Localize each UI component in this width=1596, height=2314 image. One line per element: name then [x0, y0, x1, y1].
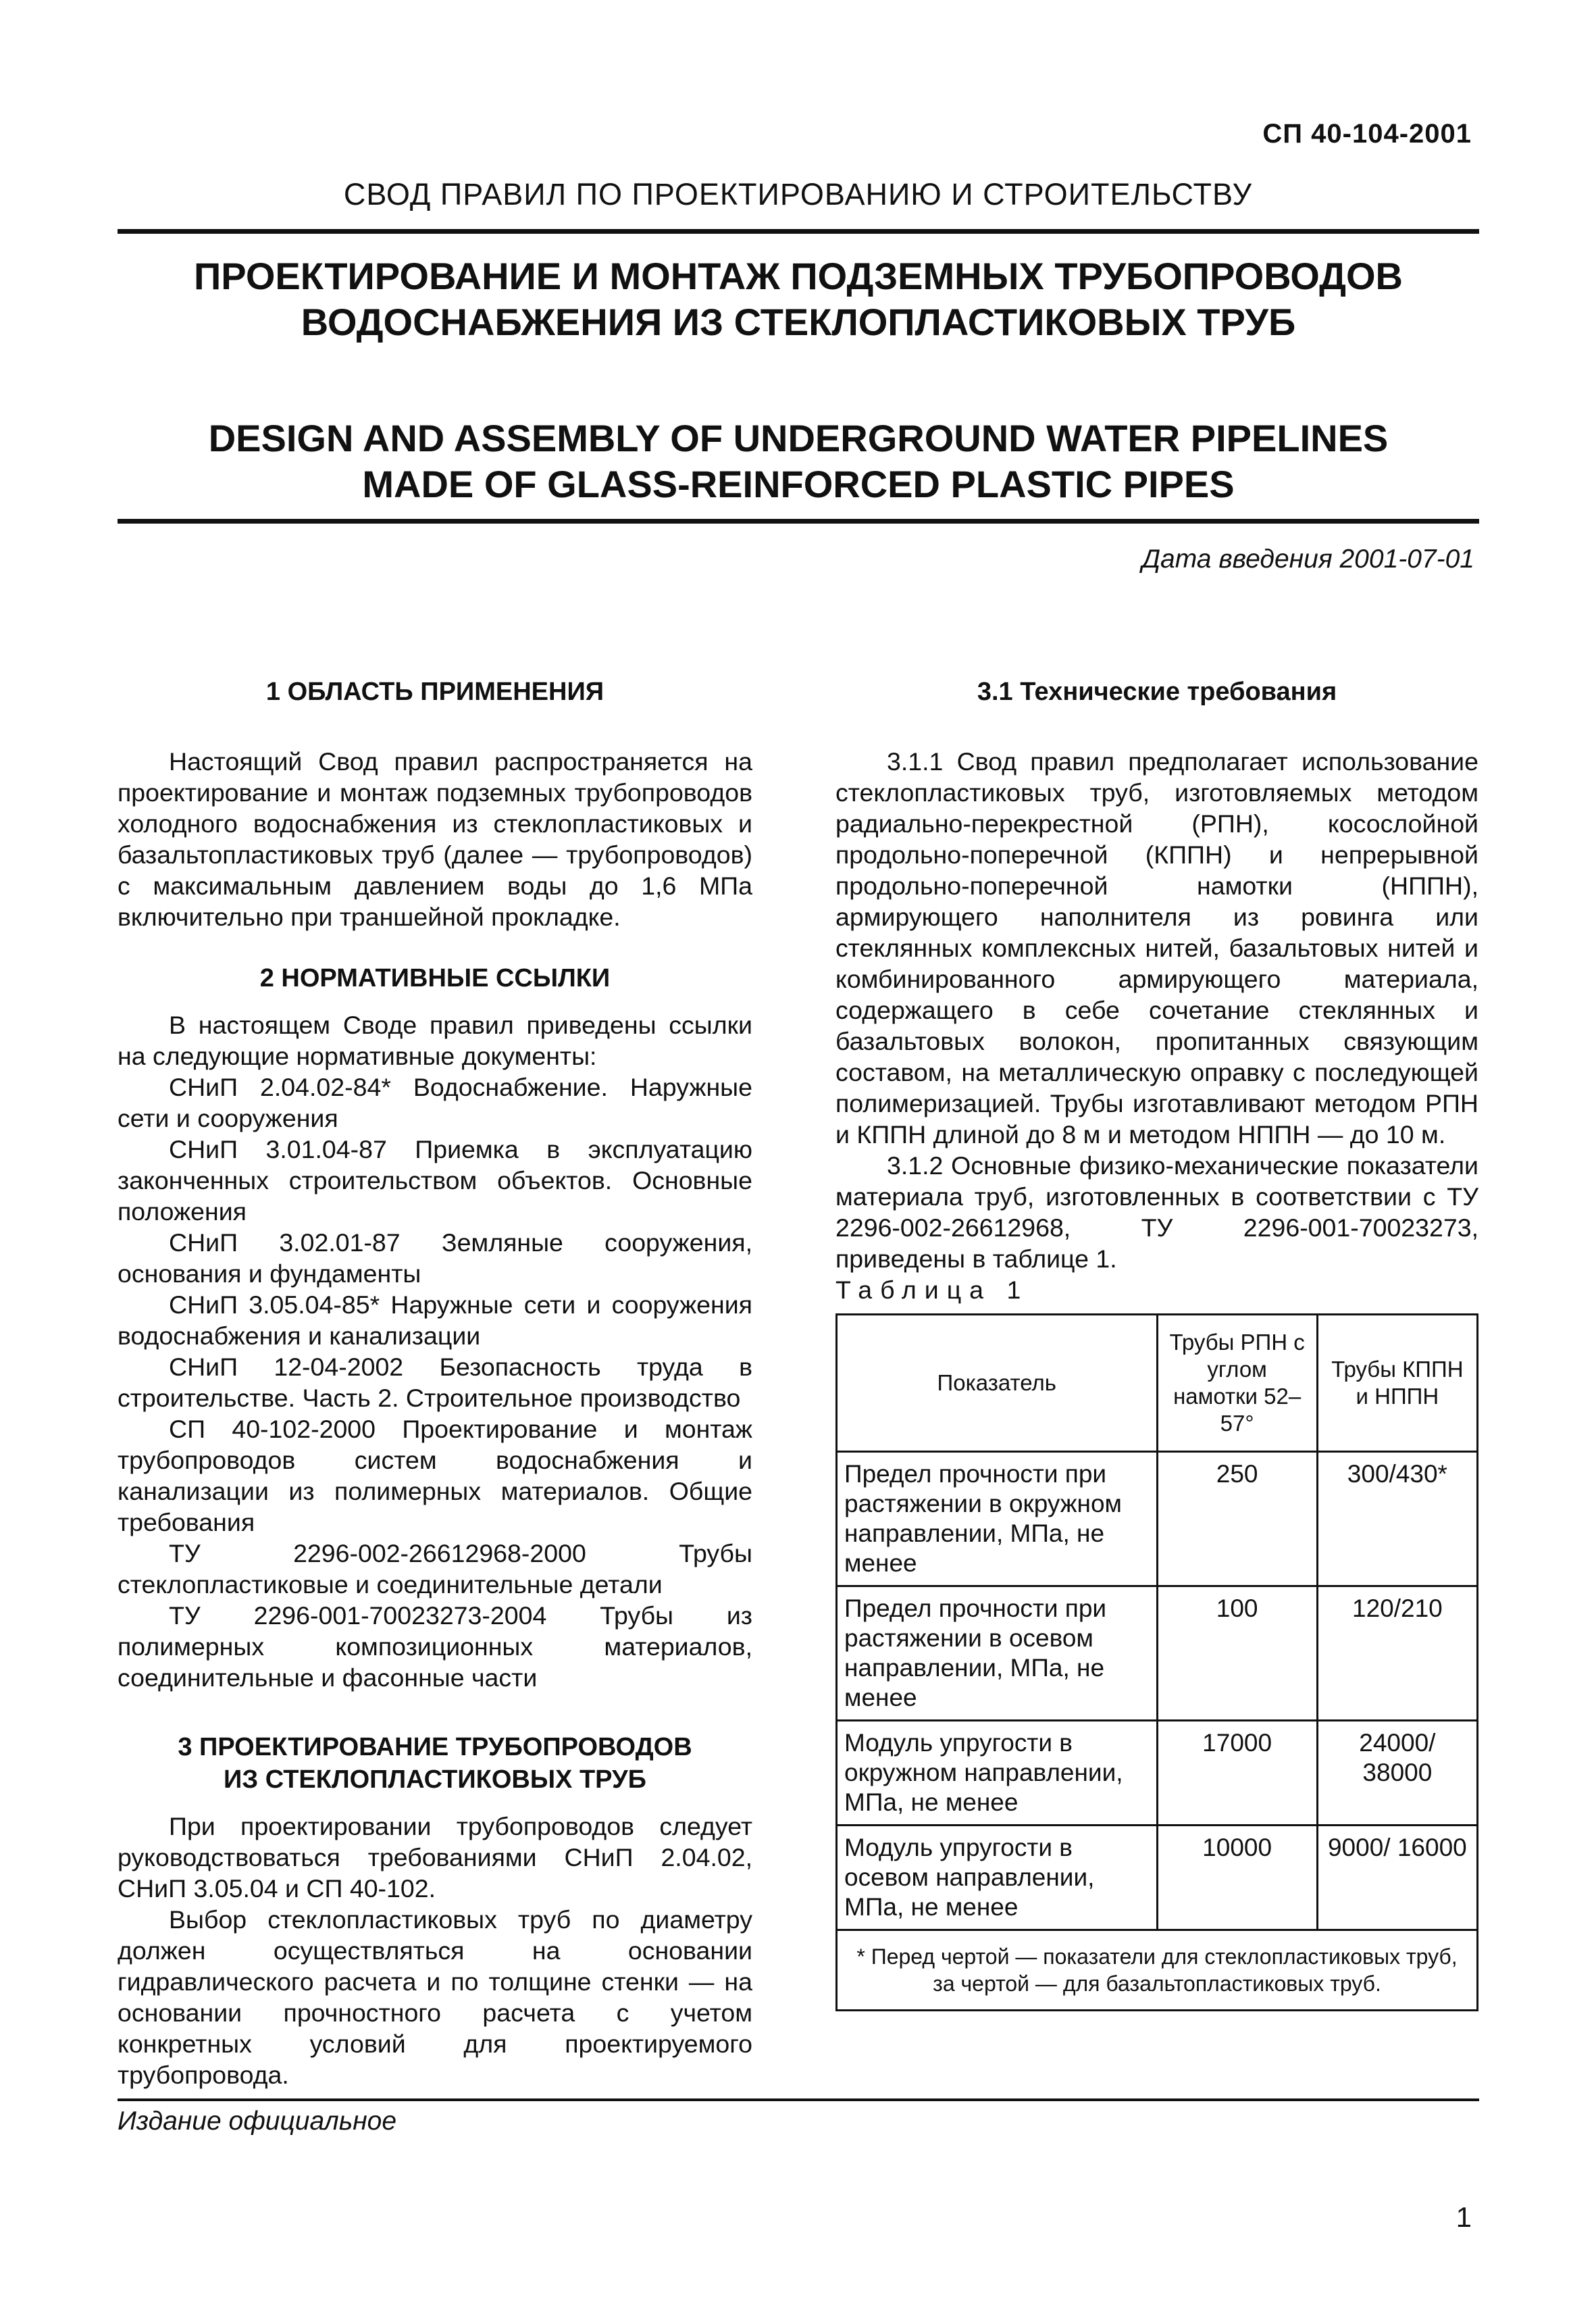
header-kppn-pipes: Трубы КППН и НППН: [1317, 1315, 1477, 1452]
table-header-row: [837, 1315, 1478, 1452]
introduction-date: Дата введения 2001-07-01: [1141, 545, 1474, 574]
section-3-heading: [118, 1731, 752, 1796]
reference-item: СП 40-102-2000 Проектирование и монтаж трубопроводов систем водоснабжения и канализации из полимерных материалов. Общие требования: [118, 1415, 752, 1536]
header-rpn-pipes: Трубы РПН с углом намотки 52–57°: [1157, 1315, 1317, 1452]
title-english-line-1: DESIGN AND ASSEMBLY OF UNDERGROUND WATER PIPELINES: [208, 417, 1389, 459]
table-row: [837, 1452, 1478, 1586]
header-indicator: Показатель: [837, 1315, 1158, 1452]
indicator-cell: Предел прочности при растяжении в окружном направлении, МПа, не менее: [837, 1452, 1158, 1586]
title-english: [118, 416, 1479, 507]
section-2-intro: В настоящем Своде правил приведены ссылки на следующие нормативные документы:: [118, 1011, 752, 1070]
kppn-value-cell: 24000/ 38000: [1317, 1721, 1477, 1826]
reference-item: СНиП 12-04-2002 Безопасность труда в строительстве. Часть 2. Строительное производство: [118, 1353, 752, 1412]
title-russian: [118, 253, 1479, 345]
section-3-paragraph-1: При проектировании трубопроводов следует руководствоваться требованиями СНиП 2.04.02, СНиП 3.05.04 и СП 40-102.: [118, 1812, 752, 1903]
rpn-value-cell: 100: [1157, 1586, 1317, 1721]
section-1-heading: 1 ОБЛАСТЬ ПРИМЕНЕНИЯ: [265, 678, 604, 706]
rpn-value-cell: 10000: [1157, 1826, 1317, 1930]
reference-item: СНиП 3.01.04-87 Приемка в эксплуатацию законченных строительством объектов. Основные положения: [118, 1135, 752, 1226]
reference-item: ТУ 2296-001-70023273-2004 Трубы из полимерных композиционных материалов, соединительные и фасонные части: [118, 1601, 752, 1692]
edition-label: Издание официальное: [118, 2107, 397, 2136]
reference-item: ТУ 2296-002-26612968-2000 Трубы стеклопластиковые и соединительные детали: [118, 1539, 752, 1599]
title-russian-line-2: ВОДОСНАБЖЕНИЯ ИЗ СТЕКЛОПЛАСТИКОВЫХ ТРУБ: [301, 301, 1296, 343]
kppn-value-cell: 300/430*: [1317, 1452, 1477, 1586]
reference-item: СНиП 3.05.04-85* Наружные сети и сооружения водоснабжения и канализации: [118, 1290, 752, 1350]
section-3-paragraph-2: Выбор стеклопластиковых труб по диаметру должен осуществляться на основании гидравлического расчета и по толщине стенки — на основании прочностного расчета с учетом конкретных условий для проектируемого трубопровода.: [118, 1905, 752, 2089]
page-number: 1: [1456, 2201, 1472, 2233]
section-3-1-heading: 3.1 Технические требования: [977, 678, 1337, 706]
rpn-value-cell: 17000: [1157, 1721, 1317, 1826]
rpn-value-cell: 250: [1157, 1452, 1317, 1586]
table-footnote: * Перед чертой — показатели для стеклопластиковых труб, за чертой — для базальтопластиковых труб.: [837, 1930, 1478, 2011]
document-code: СП 40-104-2001: [1262, 119, 1472, 149]
kppn-value-cell: 9000/ 16000: [1317, 1826, 1477, 1930]
title-russian-line-1: ПРОЕКТИРОВАНИЕ И МОНТАЖ ПОДЗЕМНЫХ ТРУБОПРОВОДОВ: [194, 255, 1403, 297]
indicator-cell: Модуль упругости в осевом направлении, МПа, не менее: [837, 1826, 1158, 1930]
properties-table: [835, 1313, 1478, 2011]
header-rule-top: [118, 229, 1479, 234]
clause-3-1-1: 3.1.1 Свод правил предполагает использование стеклопластиковых труб, изготовляемых методом радиально-перекрестной (РПН), косослойной продольно-поперечной (КППН) и непрерывной продольно-поперечной намотки (НППН), армирующего наполнителя из ровинга или стеклянных комплексных нитей, базальтовых нитей и комбинированного армирующего материала, содержащего в себе сочетание стеклянных и базальтовых волокон, пропитанных связующим составом, на металлическую оправку с последующей полимеризацией. Трубы изготавливают методом РПН и КППН длиной до 8 м и методом НППН — до 10 м.: [835, 747, 1478, 1149]
indicator-cell: Предел прочности при растяжении в осевом направлении, МПа, не менее: [837, 1586, 1158, 1721]
table-label: Таблица 1: [835, 1276, 1029, 1304]
section-3-heading-line-2: ИЗ СТЕКЛОПЛАСТИКОВЫХ ТРУБ: [224, 1765, 646, 1794]
section-3-heading-line-1: 3 ПРОЕКТИРОВАНИЕ ТРУБОПРОВОДОВ: [178, 1733, 692, 1761]
section-2-heading: 2 НОРМАТИВНЫЕ ССЫЛКИ: [259, 964, 611, 992]
title-english-line-2: MADE OF GLASS-REINFORCED PLASTIC PIPES: [362, 463, 1235, 505]
footer-rule: [118, 2098, 1479, 2101]
indicator-cell: Модуль упругости в окружном направлении, МПа, не менее: [837, 1721, 1158, 1826]
right-column: [835, 676, 1478, 2011]
kppn-value-cell: 120/210: [1317, 1586, 1477, 1721]
clause-3-1-2: 3.1.2 Основные физико-механические показатели материала труб, изготовленных в соответствии с ТУ 2296-002-26612968, ТУ 2296-001-70023273, приведены в таблице 1.: [835, 1151, 1478, 1273]
section-1-text: Настоящий Свод правил распространяется на проектирование и монтаж подземных трубопроводов холодного водоснабжения из стеклопластиковых и базальтопластиковых труб (далее — трубопроводов) с максимальным давлением воды до 1,6 МПа включительно при траншейной прокладке.: [118, 747, 752, 931]
table-row: [837, 1721, 1478, 1826]
reference-item: СНиП 2.04.02-84* Водоснабжение. Наружные сети и сооружения: [118, 1073, 752, 1132]
table-row: [837, 1826, 1478, 1930]
reference-item: СНиП 3.02.01-87 Земляные сооружения, основания и фундаменты: [118, 1228, 752, 1288]
header-rule-bottom: [118, 519, 1479, 524]
table-row: [837, 1586, 1478, 1721]
left-column: [118, 676, 752, 2090]
code-series-title: СВОД ПРАВИЛ ПО ПРОЕКТИРОВАНИЮ И СТРОИТЕЛЬСТВУ: [343, 177, 1253, 211]
table-footnote-row: [837, 1930, 1478, 2011]
